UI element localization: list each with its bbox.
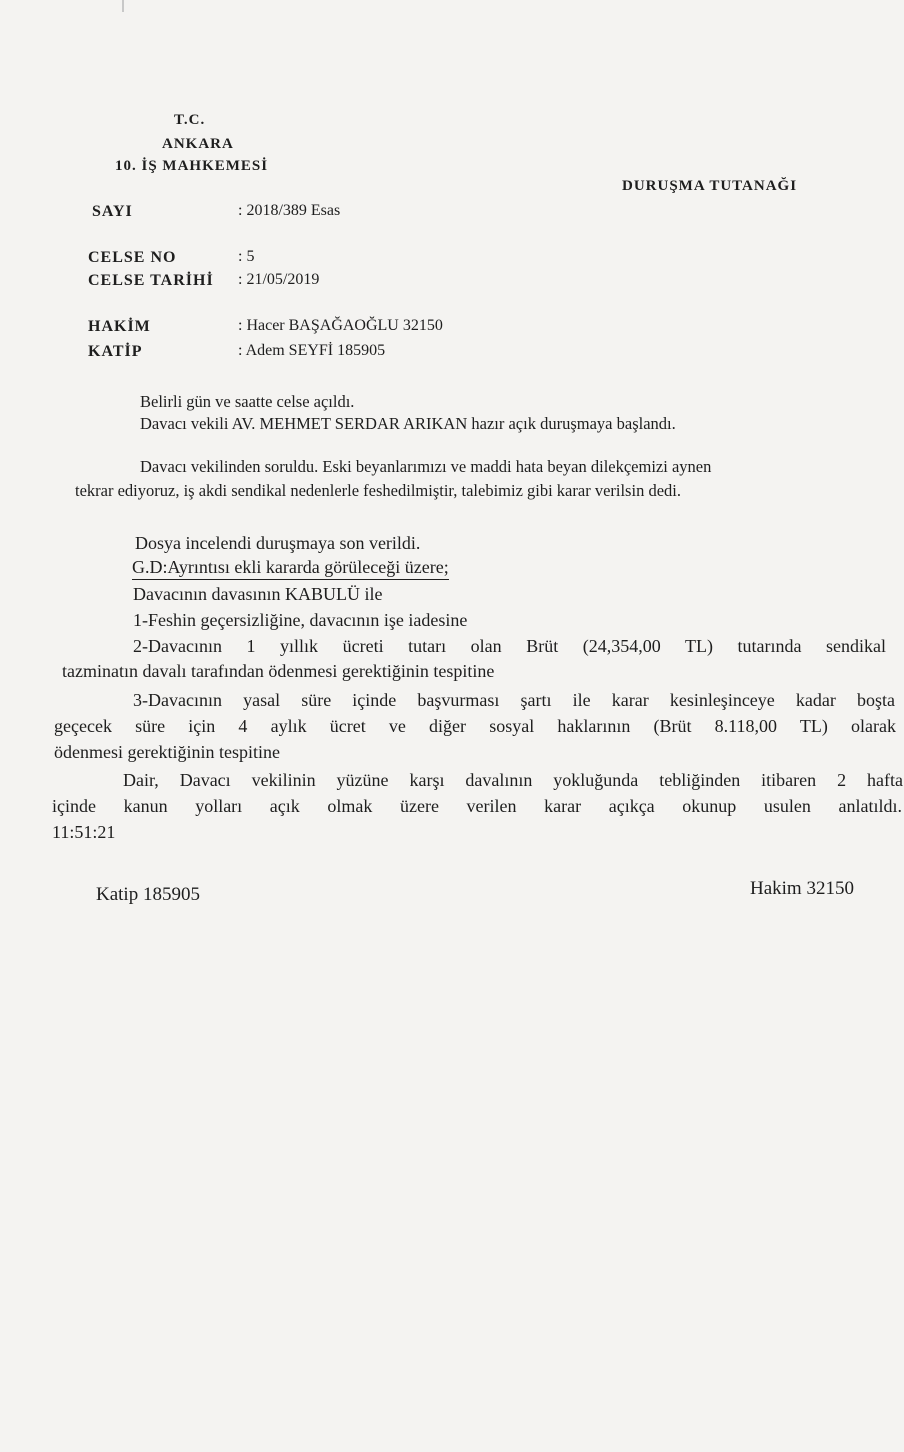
katip-label: KATİP — [88, 343, 143, 360]
sayi-label: SAYI — [92, 203, 133, 220]
statement-line-2: tekrar ediyoruz, iş akdi sendikal nedenlerle feshedilmiştir, talebimiz gibi karar verilsin dedi. — [75, 481, 681, 500]
katip-signature: Katip 185905 — [96, 884, 200, 905]
hakim-label: HAKİM — [88, 318, 151, 335]
header-tc: T.C. — [174, 112, 206, 128]
acceptance-line: Davacının davasının KABULÜ ile — [133, 584, 383, 604]
sayi-value: : 2018/389 Esas — [238, 202, 341, 219]
decision-intro: G.D:Ayrıntısı ekli kararda görüleceği üzere; — [132, 557, 449, 580]
celse-no-label: CELSE NO — [88, 249, 177, 266]
decision-item-3-line-3: ödenmesi gerektiğinin tespitine — [54, 742, 280, 762]
hakim-value: : Hacer BAŞAĞAOĞLU 32150 — [238, 317, 443, 334]
decision-item-1: 1-Feshin geçersizliğine, davacının işe iadesine — [133, 610, 468, 630]
scan-mark — [122, 0, 124, 12]
header-court: 10. İŞ MAHKEMESİ — [115, 158, 269, 174]
decision-item-2-line-2: tazminatın davalı tarafından ödenmesi gerektiğinin tespitine — [62, 661, 495, 681]
statement-line-1: Davacı vekilinden soruldu. Eski beyanlarımızı ve maddi hata beyan dilekçemizi aynen — [140, 457, 712, 476]
session-time: 11:51:21 — [52, 822, 116, 842]
closing-line-2: içinde kanun yolları açık olmak üzere verilen karar açıkça okunup usulen anlatıldı. — [52, 796, 902, 816]
celse-tarihi-value: : 21/05/2019 — [238, 271, 320, 288]
decision-item-3-line-2: geçecek süre için 4 aylık ücret ve diğer sosyal haklarının (Brüt 8.118,00 TL) olarak — [54, 716, 896, 736]
katip-value: : Adem SEYFİ 185905 — [238, 342, 386, 359]
attendance-line: Davacı vekili AV. MEHMET SERDAR ARIKAN hazır açık duruşmaya başlandı. — [140, 414, 676, 433]
decision-item-3-line-1: 3-Davacının yasal süre içinde başvurması şartı ile karar kesinleşinceye kadar boşta — [133, 690, 895, 710]
decision-item-2-line-1: 2-Davacının 1 yıllık ücreti tutarı olan Brüt (24,354,00 TL) tutarında sendikal — [133, 636, 886, 656]
opening-line: Belirli gün ve saatte celse açıldı. — [140, 392, 355, 411]
celse-tarihi-label: CELSE TARİHİ — [88, 272, 214, 289]
closing-line-1: Dair, Davacı vekilinin yüzüne karşı davalının yokluğunda tebliğinden itibaren 2 hafta — [123, 770, 903, 790]
celse-no-value: : 5 — [238, 248, 255, 265]
file-closed-line: Dosya incelendi duruşmaya son verildi. — [135, 533, 421, 553]
hakim-signature: Hakim 32150 — [750, 878, 854, 899]
document-title: DURUŞMA TUTANAĞI — [622, 178, 798, 194]
header-city: ANKARA — [162, 136, 234, 152]
